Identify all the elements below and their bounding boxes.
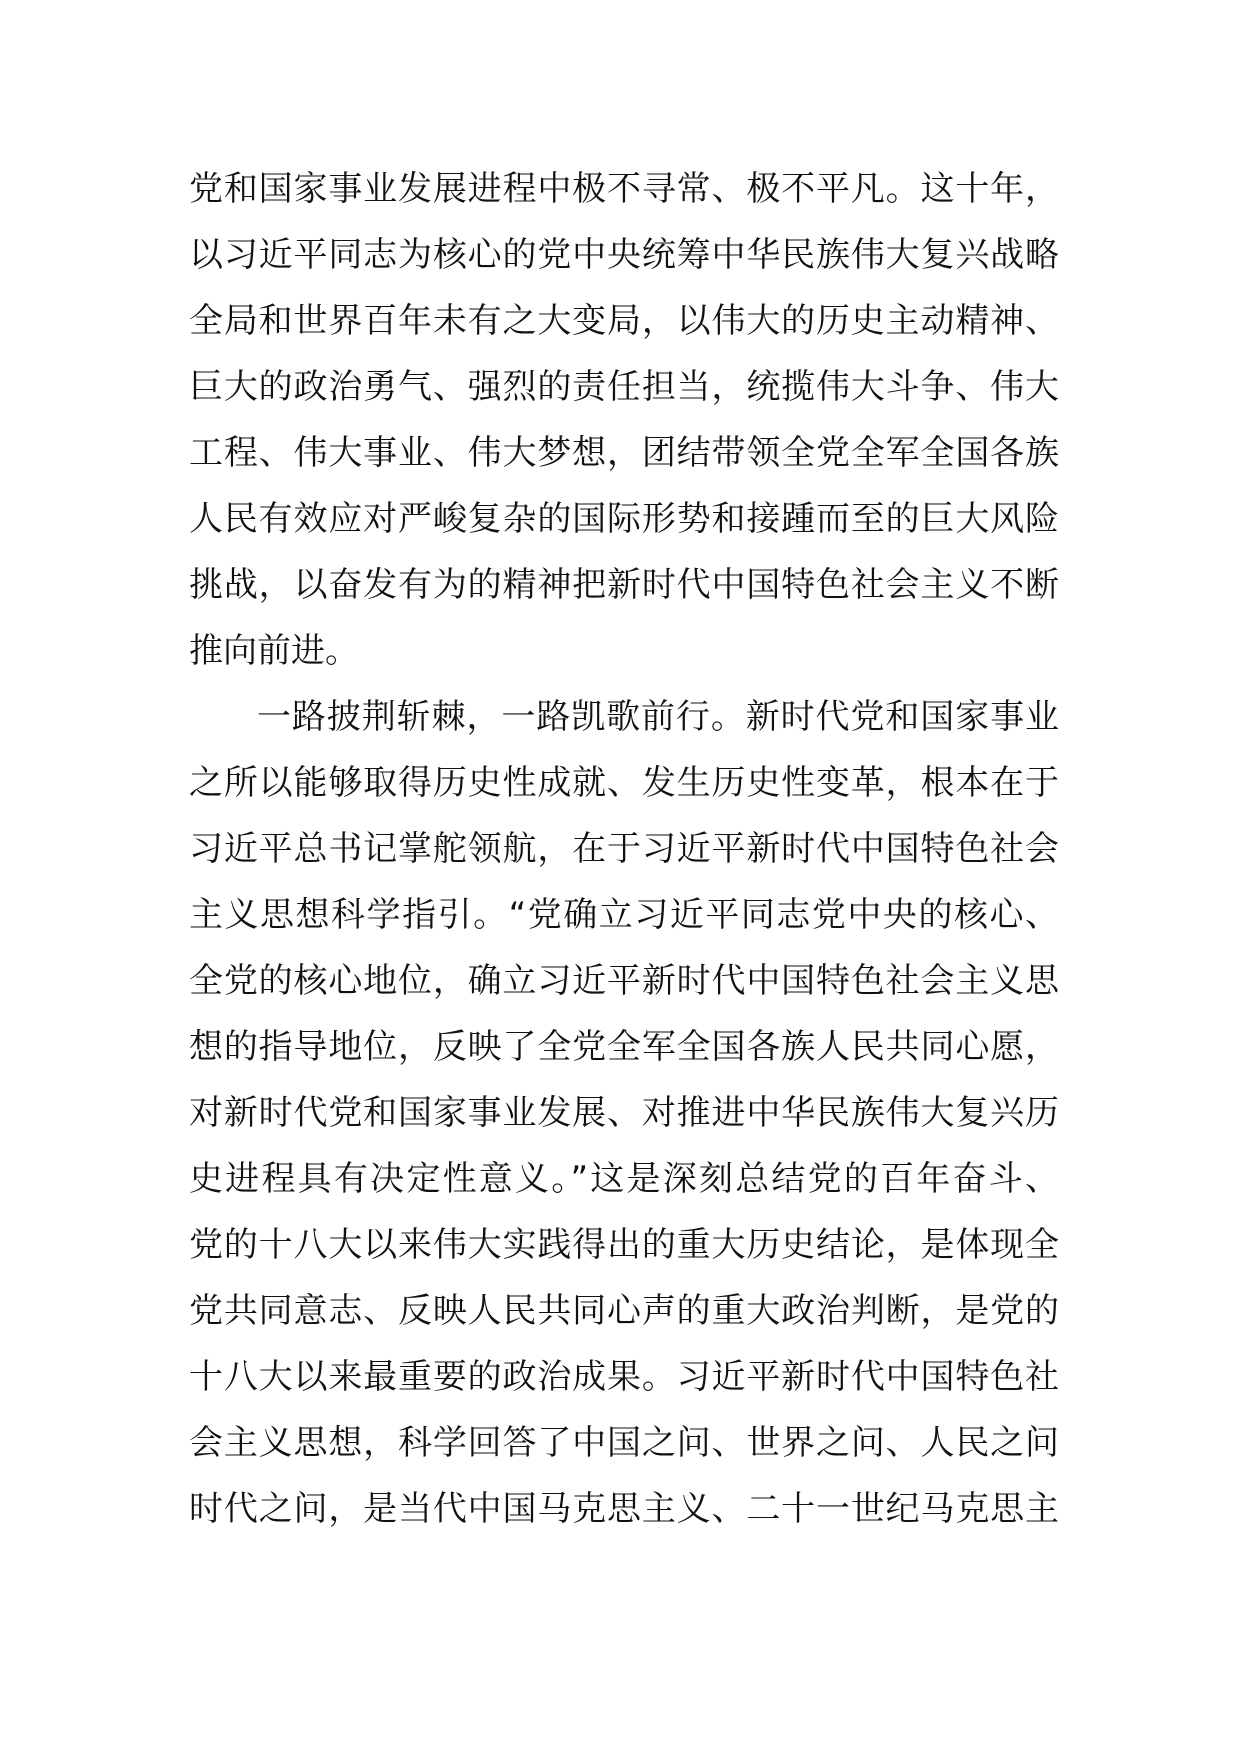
text-line: 主义思想科学指引。“党确立习近平同志党中央的核心、 <box>189 895 1059 935</box>
text-line: 党的十八大以来伟大实践得出的重大历史结论，是体现全 <box>189 1225 1059 1265</box>
text-line: 史进程具有决定性意义。”这是深刻总结党的百年奋斗、 <box>189 1159 1059 1199</box>
text-line: 巨大的政治勇气、强烈的责任担当，统揽伟大斗争、伟大 <box>189 367 1059 407</box>
text-line: 十八大以来最重要的政治成果。习近平新时代中国特色社 <box>189 1357 1059 1397</box>
text-line-paragraph-start: 一路披荆斩棘，一路凯歌前行。新时代党和国家事业 <box>257 697 1059 737</box>
text-line: 人民有效应对严峻复杂的国际形势和接踵而至的巨大风险 <box>189 499 1059 539</box>
text-line: 会主义思想，科学回答了中国之问、世界之问、人民之问 <box>189 1423 1059 1463</box>
text-line: 党共同意志、反映人民共同心声的重大政治判断，是党的 <box>189 1291 1059 1331</box>
text-line: 工程、伟大事业、伟大梦想，团结带领全党全军全国各族 <box>189 433 1059 473</box>
text-line-paragraph-end: 推向前进。 <box>189 631 359 671</box>
text-line: 之所以能够取得历史性成就、发生历史性变革，根本在于 <box>189 763 1059 803</box>
text-line: 对新时代党和国家事业发展、对推进中华民族伟大复兴历 <box>189 1093 1059 1133</box>
text-line: 全党的核心地位，确立习近平新时代中国特色社会主义思 <box>189 961 1059 1001</box>
text-line: 时代之问，是当代中国马克思主义、二十一世纪马克思主 <box>189 1489 1059 1529</box>
text-line: 以习近平同志为核心的党中央统筹中华民族伟大复兴战略 <box>189 235 1059 275</box>
text-line: 习近平总书记掌舵领航，在于习近平新时代中国特色社会 <box>189 829 1059 869</box>
text-line: 全局和世界百年未有之大变局，以伟大的历史主动精神、 <box>189 301 1059 341</box>
text-line: 想的指导地位，反映了全党全军全国各族人民共同心愿， <box>189 1027 1059 1067</box>
body-text <box>189 156 1059 1542</box>
text-line: 党和国家事业发展进程中极不寻常、极不平凡。这十年， <box>189 169 1059 209</box>
text-line: 挑战，以奋发有为的精神把新时代中国特色社会主义不断 <box>189 565 1059 605</box>
